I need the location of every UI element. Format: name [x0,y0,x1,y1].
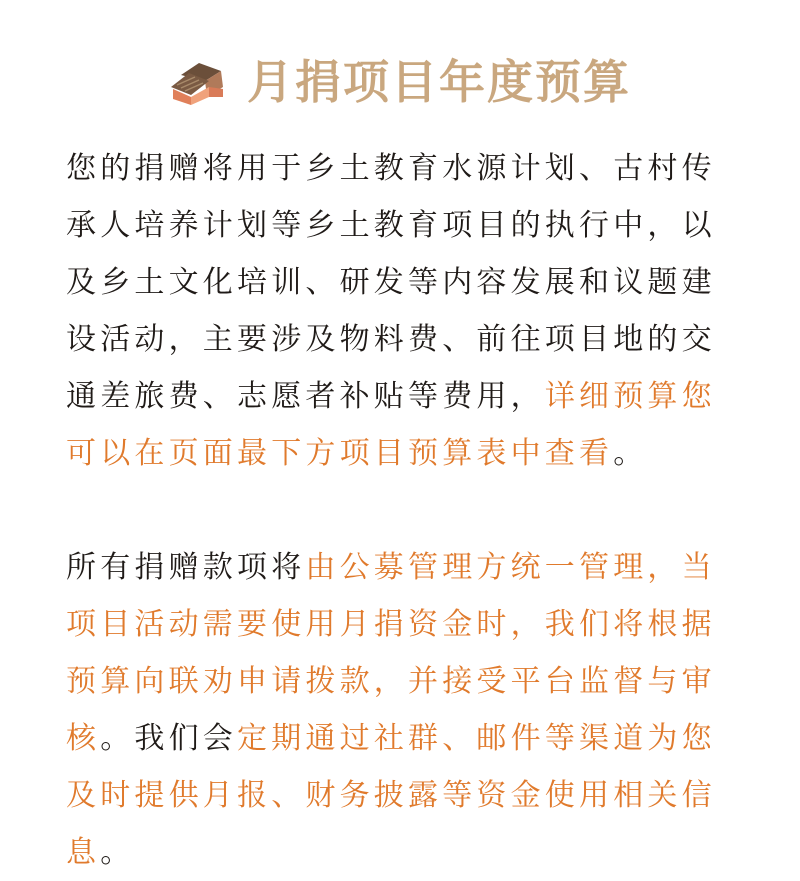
header [0,44,800,114]
management-text-a: 所有捐赠款项将 [66,550,306,585]
management-text-b: 。我们会 [100,721,238,756]
page-title: 月捐项目年度预算 [247,55,631,109]
detailed-budget-highlight: 详细预算您可以在页面最下方项目预算表中查看 [66,379,716,471]
management-highlight-a: 由公募管理方统一管理，当项目活动需要使用月捐资金时，我们将根据预算向联劝申请拨款，并接受平台监督与审核 [66,550,716,756]
budget-usage-paragraph [66,140,746,482]
management-end: 。 [100,835,135,870]
management-highlight-b: 定期通过社群、邮件等渠道为您及时提供月报、财务披露等资金使用相关信息 [66,721,716,870]
village-house-icon [169,57,227,107]
usage-text: 您的捐赠将用于乡土教育水源计划、古村传承人培养计划等乡土教育项目的执行中，以及乡土文化培训、研发等内容发展和议题建设活动，主要涉及物料费、前往项目地的交通差旅费、志愿者补贴等费用， [66,151,716,414]
fund-management-paragraph [66,539,746,881]
usage-end: 。 [613,436,648,471]
